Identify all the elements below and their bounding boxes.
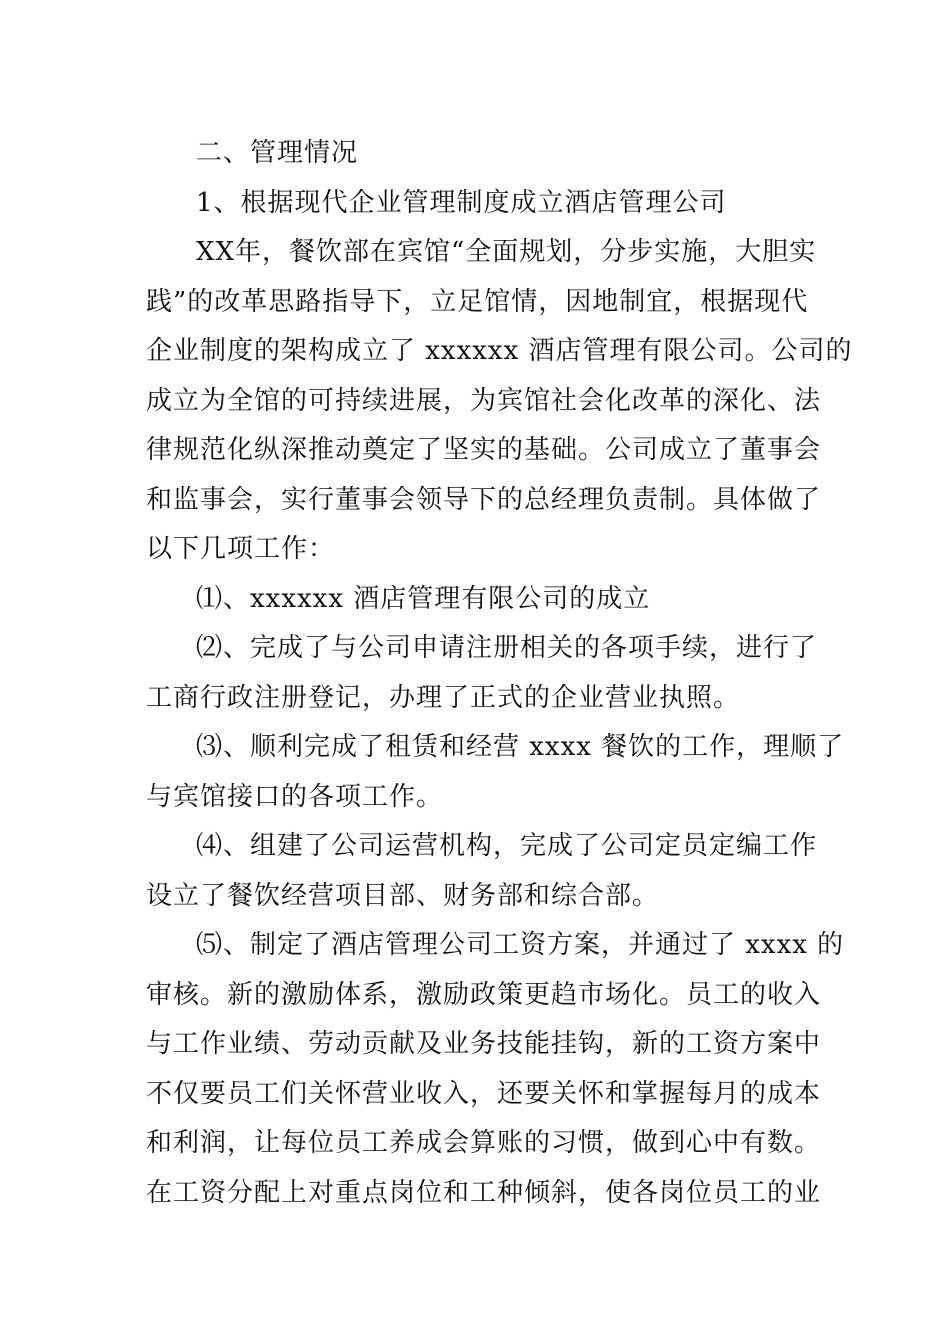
paragraph-line: 审核。新的激励体系，激励政策更趋市场化。员工的收入 bbox=[146, 979, 822, 1010]
document-body bbox=[146, 129, 853, 1218]
list-item-2: ⑵、完成了与公司申请注册相关的各项手续，进行了 bbox=[196, 633, 818, 663]
paragraph-line: 和监事会，实行董事会领导下的总经理负责制。具体做了 bbox=[146, 484, 822, 515]
paragraph-line: 律规范化纵深推动奠定了坚实的基础。公司成立了董事会 bbox=[146, 435, 822, 465]
paragraph-line: 成立为全馆的可持续进展，为宾馆社会化改革的深化、法 bbox=[146, 385, 822, 416]
paragraph-line: XX年，餐饮部在宾馆“全面规划，分步实施，大胆实 bbox=[196, 237, 817, 267]
paragraph-line: 以下几项工作： bbox=[146, 534, 336, 564]
paragraph-line: 践”的改革思路指导下，立足馆情，因地制宜，根据现代 bbox=[146, 286, 809, 317]
paragraph-line: 和利润，让每位员工养成会算账的习惯，做到心中有数。 bbox=[146, 1128, 822, 1158]
list-item-3: ⑶、顺利完成了租赁和经营 xxxx 餐饮的工作，理顺了 bbox=[196, 732, 845, 762]
section-heading: 二、管理情况 bbox=[196, 138, 359, 168]
list-item-1: ⑴、xxxxxx 酒店管理有限公司的成立 bbox=[196, 583, 651, 614]
paragraph-line: 企业制度的架构成立了 xxxxxx 酒店管理有限公司。公司的 bbox=[146, 336, 853, 366]
paragraph-line: 工商行政注册登记，办理了正式的企业营业执照。 bbox=[146, 682, 741, 713]
paragraph-line: 不仅要员工们关怀营业收入，还要关怀和掌握每月的成本 bbox=[146, 1078, 822, 1109]
paragraph-line: 设立了餐饮经营项目部、财务部和综合部。 bbox=[146, 880, 660, 911]
paragraph-line: 与工作业绩、劳动贡献及业务技能挂钩，新的工资方案中 bbox=[146, 1029, 822, 1059]
list-item-4: ⑷、组建了公司运营机构，完成了公司定员定编工作 bbox=[196, 831, 818, 861]
subsection-heading: 1、根据现代企业管理制度成立酒店管理公司 bbox=[196, 187, 727, 218]
paragraph-line: 在工资分配上对重点岗位和工种倾斜，使各岗位员工的业 bbox=[146, 1177, 822, 1208]
paragraph-line: 与宾馆接口的各项工作。 bbox=[146, 781, 444, 812]
list-item-5: ⑸、制定了酒店管理公司工资方案，并通过了 xxxx 的 bbox=[196, 930, 845, 960]
